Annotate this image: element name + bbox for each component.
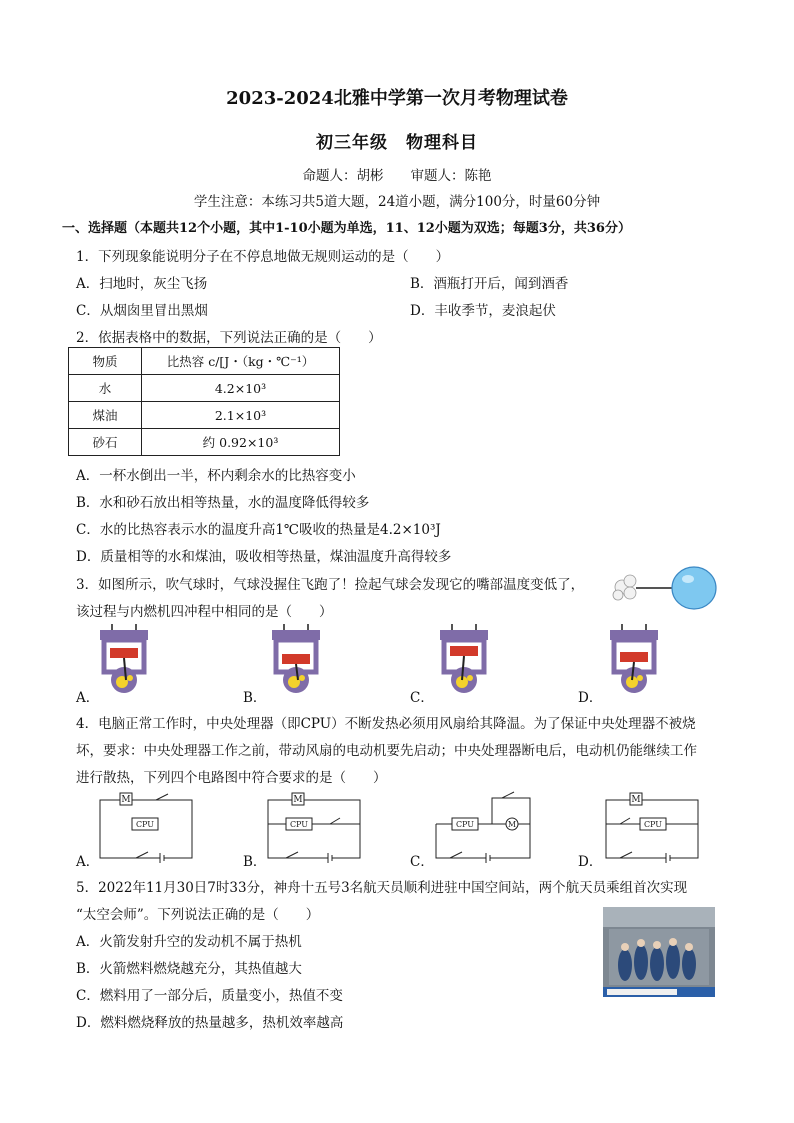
q4-line3: 进行散热，下列四个电路图中符合要求的是（ ）	[76, 770, 387, 786]
balloon-illustration	[610, 565, 720, 615]
q4-line2: 坏，要求：中央处理器工作之前，带动风扇的电动机要先启动；中央处理器断电后，电动机仍能继续工作	[76, 743, 697, 759]
circuit-diagram-b	[268, 790, 360, 858]
q3-label-b: B．	[243, 690, 267, 706]
q5-line1: 5．2022年11月30日7时33分，神舟十五号3名航天员顺利进驻中国空间站，两个航天员乘组首次实现	[76, 880, 688, 896]
circuit-diagram-d	[606, 790, 698, 858]
q4-label-c: C．	[410, 854, 434, 870]
q3-line1: 3．如图所示，吹气球时，气球没握住飞跑了！捡起气球会发现它的嘴部温度变低了，	[76, 577, 585, 593]
table-cell: 4.2×10³	[142, 375, 340, 402]
engine-diagram-d	[602, 624, 666, 696]
cpu-label: CPU	[289, 820, 309, 829]
motor-label: M	[293, 795, 303, 805]
q4-label-a: A．	[76, 854, 100, 870]
table-header-row	[69, 348, 340, 375]
q4-label-b: B．	[243, 854, 267, 870]
table-header-cell: 物质	[69, 348, 142, 375]
q4-label-d: D．	[578, 854, 603, 870]
q2-option-c: C．水的比热容表示水的温度升高1℃吸收的热量是4.2×10³J	[76, 522, 441, 538]
q5-option-a: A．火箭发射升空的发动机不属于热机	[76, 934, 302, 950]
specific-heat-table	[68, 347, 340, 456]
q3-label-c: C．	[410, 690, 434, 706]
cpu-label: CPU	[135, 820, 155, 829]
q3-line2: 该过程与内燃机四冲程中相同的是（ ）	[76, 604, 333, 620]
q1-stem: 1．下列现象能说明分子在不停息地做无规则运动的是（ ）	[76, 249, 450, 265]
q5-option-c: C．燃料用了一部分后，质量变小，热值不变	[76, 988, 343, 1004]
air-puff-icon	[613, 575, 636, 600]
table-cell: 煤油	[69, 402, 142, 429]
astronaut-photo	[603, 907, 715, 997]
q2-stem: 2．依据表格中的数据，下列说法正确的是（ ）	[76, 330, 382, 346]
q3-label-d: D．	[578, 690, 603, 706]
q1-option-c: C．从烟囱里冒出黑烟	[76, 303, 208, 319]
exam-subtitle: 初三年级 物理科目	[316, 133, 478, 153]
motor-label: M	[121, 795, 131, 805]
engine-diagram-a	[92, 624, 156, 696]
q2-option-a: A．一杯水倒出一半，杯内剩余水的比热容变小	[76, 468, 356, 484]
q5-option-d: D．燃料燃烧释放的热量越多，热机效率越高	[76, 1015, 344, 1031]
q2-option-d: D．质量相等的水和煤油，吸收相等热量，煤油温度升高得较多	[76, 549, 452, 565]
q5-line2: “太空会师”。下列说法正确的是（ ）	[76, 907, 320, 923]
circuit-diagram-c	[436, 790, 530, 858]
section-heading: 一、选择题（本题共12个小题，其中1-10小题为单选，11、12小题为双选；每题3分，共36分）	[62, 221, 631, 236]
motor-label: M	[507, 820, 517, 829]
table-cell: 砂石	[69, 429, 142, 456]
table-row	[69, 402, 340, 429]
motor-label: M	[631, 795, 641, 805]
table-row	[69, 375, 340, 402]
cpu-label: CPU	[455, 820, 475, 829]
table-header-cell: 比热容 c/[J・（kg・℃⁻¹）	[142, 348, 340, 375]
q5-option-b: B．火箭燃料燃烧越充分，其热值越大	[76, 961, 302, 977]
exam-notice: 学生注意：本练习共5道大题，24道小题，满分100分，时量60分钟	[193, 194, 601, 210]
q3-label-a: A．	[76, 690, 100, 706]
q1-option-b: B．酒瓶打开后，闻到酒香	[410, 276, 569, 292]
q1-option-d: D．丰收季节，麦浪起伏	[410, 303, 556, 319]
table-cell: 水	[69, 375, 142, 402]
balloon-icon	[672, 567, 716, 609]
table-cell: 2.1×10³	[142, 402, 340, 429]
engine-diagram-c	[432, 624, 496, 696]
q4-line1: 4．电脑正常工作时，中央处理器（即CPU）不断发热必须用风扇给其降温。为了保证中央处理器不被烧	[76, 716, 696, 732]
table-row	[69, 429, 340, 456]
q2-option-b: B．水和砂石放出相等热量，水的温度降低得较多	[76, 495, 370, 511]
table-cell: 约 0.92×10³	[142, 429, 340, 456]
q1-option-a: A．扫地时，灰尘飞扬	[76, 276, 208, 292]
exam-authors: 命题人：胡彬 审题人：陈艳	[302, 168, 492, 184]
cpu-label: CPU	[643, 820, 663, 829]
engine-diagram-b	[264, 624, 328, 696]
circuit-diagram-a	[100, 790, 192, 858]
exam-title: 2023-2024北雅中学第一次月考物理试卷	[226, 88, 568, 109]
